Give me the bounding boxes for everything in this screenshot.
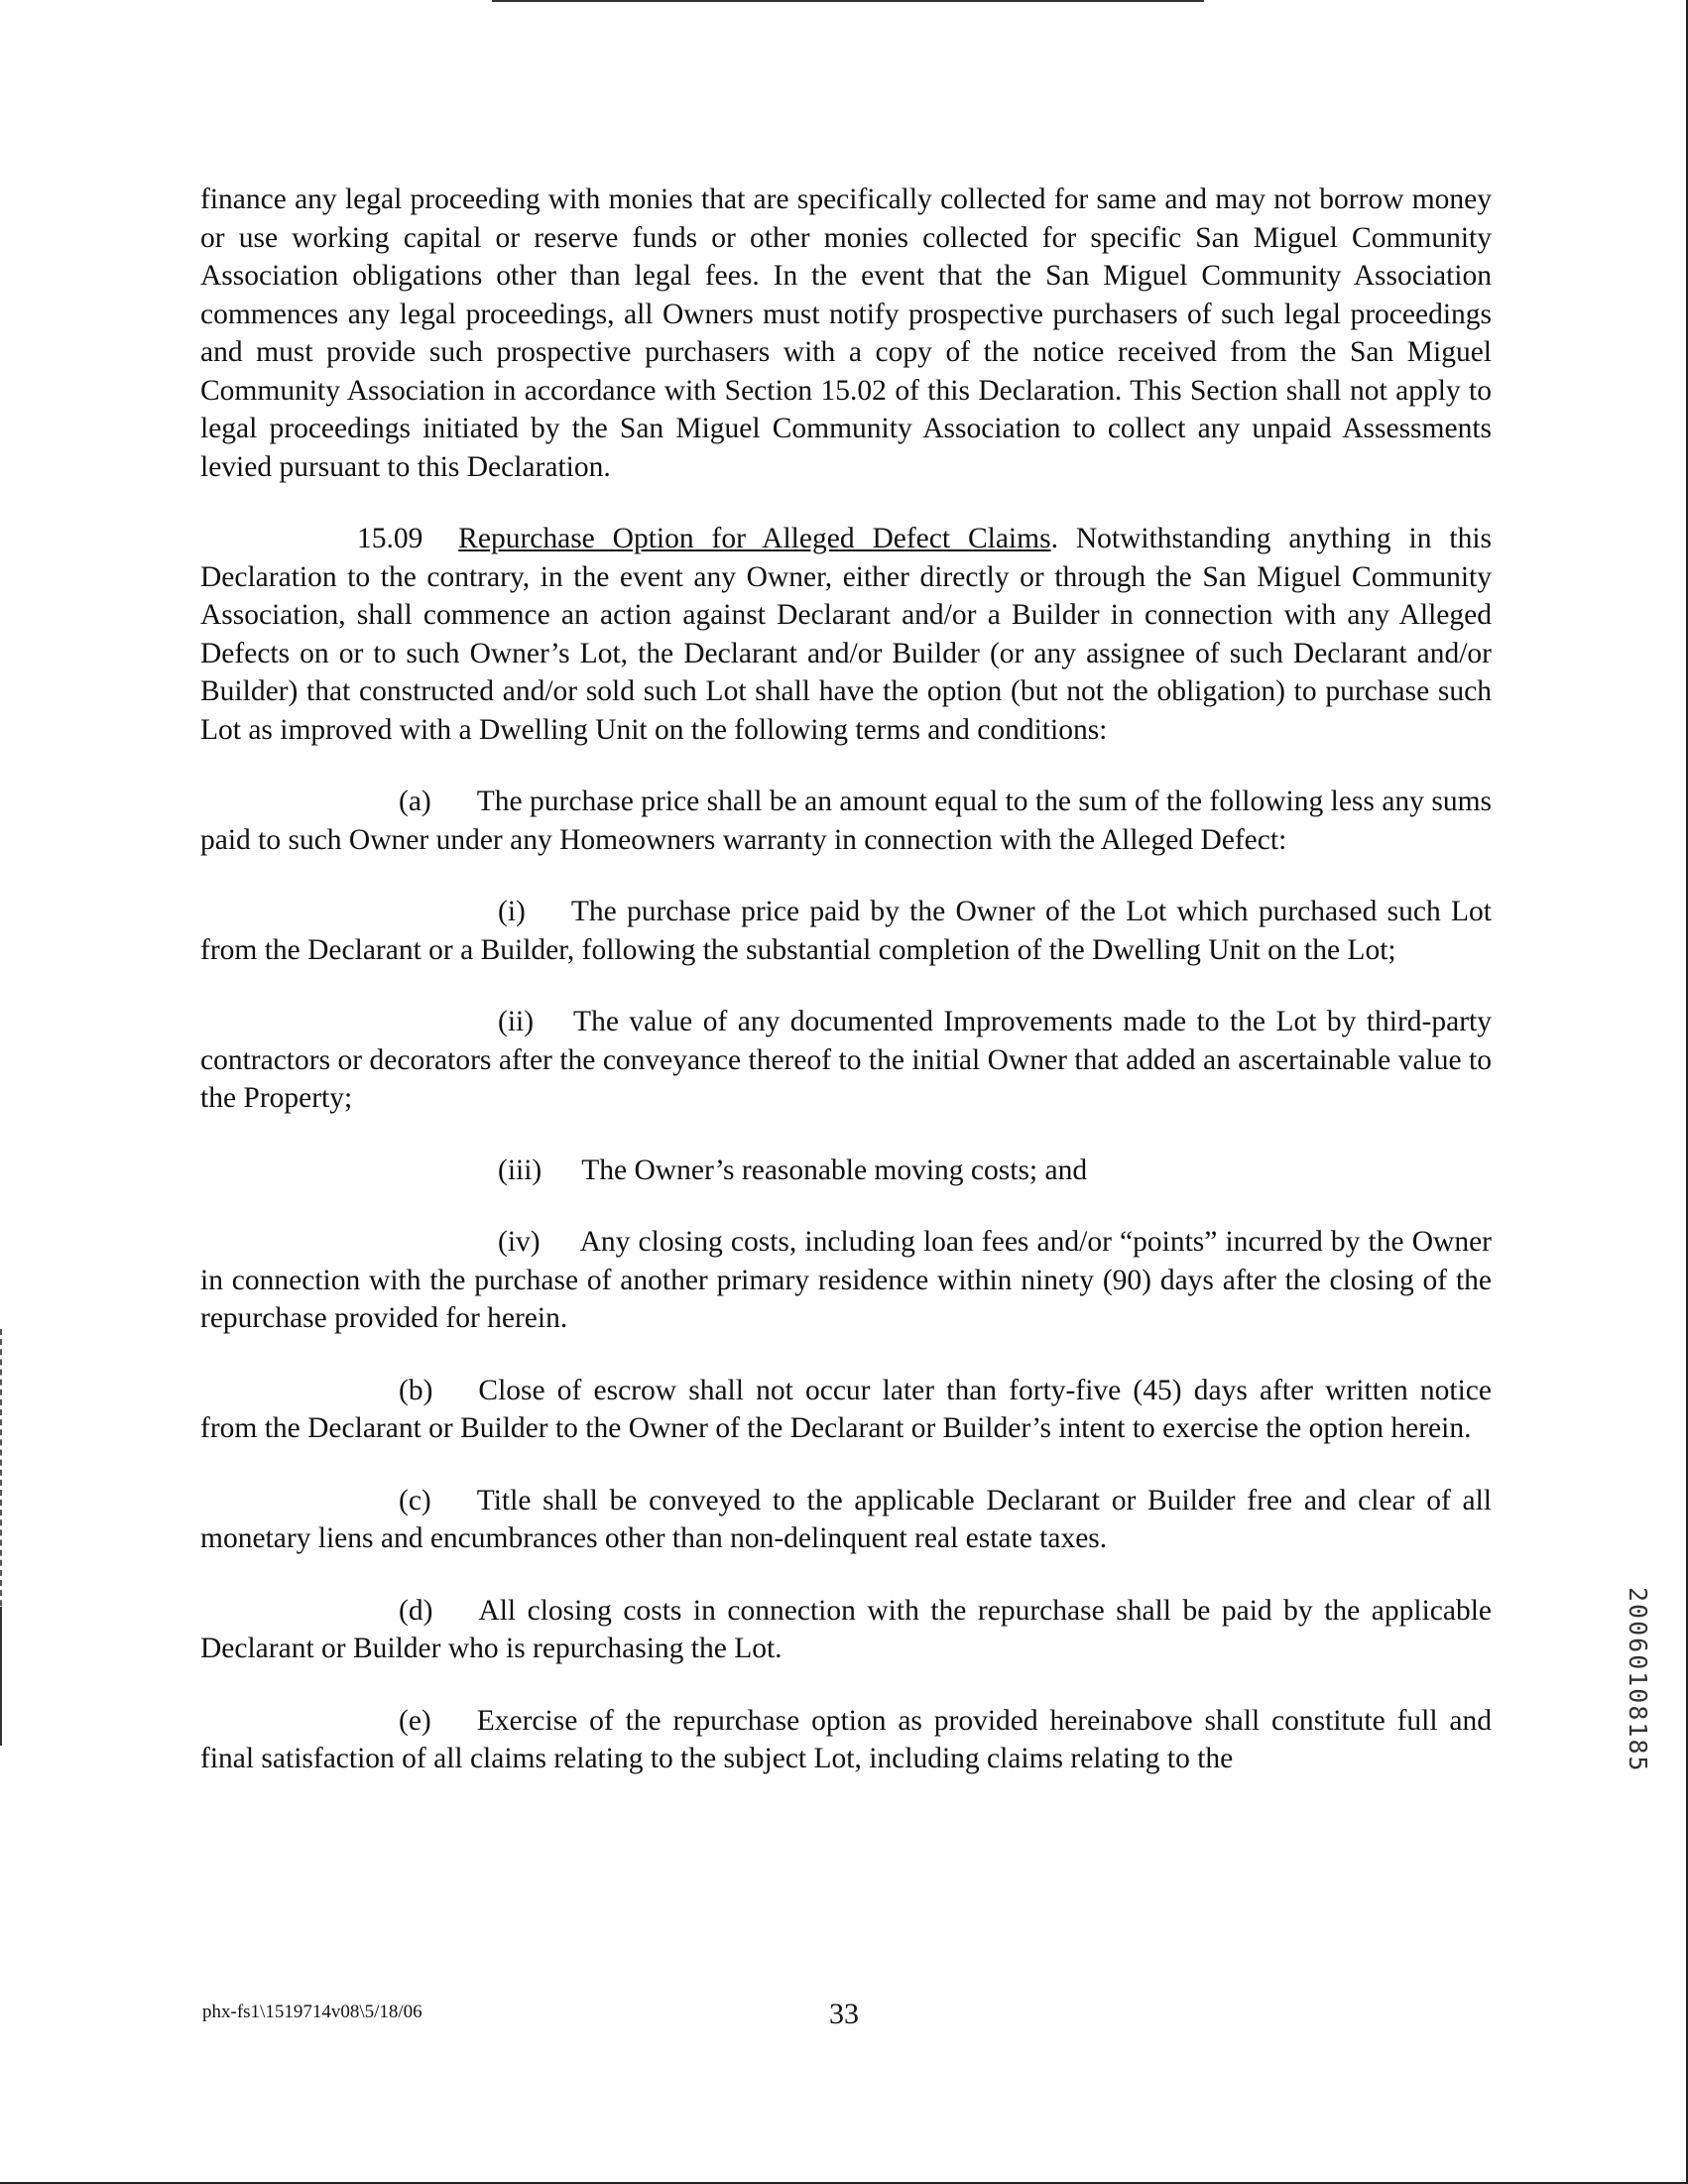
- item-iii: [200, 1152, 1492, 1190]
- item-label: (b): [399, 1374, 433, 1406]
- item-label: (iv): [498, 1226, 541, 1258]
- item-text: All closing costs in connection with the repurchase shall be paid by the applicable Declarant or Builder who is repurchasing the Lot.: [200, 1594, 1492, 1664]
- item-e: [200, 1702, 1492, 1778]
- item-iv: [200, 1223, 1492, 1338]
- item-text: Any closing costs, including loan fees and/or “points” incurred by the Owner in connection with the purchase of another primary residence within ninety (90) days after the closing of the repurchase provided for herein.: [200, 1226, 1492, 1334]
- item-ii: [200, 1003, 1492, 1118]
- item-label: (iii): [498, 1153, 543, 1186]
- item-label: (ii): [498, 1006, 535, 1037]
- section-body: . Notwithstanding anything in this Declaration to the contrary, in the event any Owner, either directly or through the San Miguel Community Association, shall commence an action against Declarant and/or a Builder in connection with any Alleged Defects on or to such Owner’s Lot, the Declarant and/or Builder (or any assignee of such Declarant and/or Builder) that constructed and/or sold such Lot shall have the option (but not the obligation) to purchase such Lot as improved with a Dwelling Unit on the following terms and conditions:: [200, 523, 1492, 746]
- section-number: 15.09: [357, 523, 423, 554]
- scan-edge-line: [0, 1607, 2, 1746]
- document-body: [200, 181, 1492, 1778]
- intro-paragraph: finance any legal proceeding with monies that are specifically collected for same and may not borrow money or use working capital or reserve funds or other monies collected for specific San Miguel Community Association obligations other than legal fees. In the event that the San Miguel Community Association commences any legal proceedings, all Owners must notify prospective purchasers of such legal proceedings and must provide such prospective purchasers with a copy of the notice received from the San Miguel Community Association in accordance with Section 15.02 of this Declaration. This Section shall not apply to legal proceedings initiated by the San Miguel Community Association to collect any unpaid Assessments levied pursuant to this Declaration.: [200, 183, 1492, 483]
- item-text: Exercise of the repurchase option as provided hereinabove shall constitute full and final satisfaction of all claims relating to the subject Lot, including claims relating to the: [200, 1704, 1492, 1774]
- item-text: The purchase price paid by the Owner of the Lot which purchased such Lot from the Declarant or a Builder, following the substantial completion of the Dwelling Unit on the Lot;: [200, 896, 1492, 966]
- page-number: 33: [829, 1998, 859, 2030]
- item-label: (c): [399, 1484, 431, 1517]
- footer-document-id: phx-fs1\1519714v08\5/18/06: [202, 2002, 422, 2022]
- item-label: (d): [399, 1594, 433, 1627]
- top-rule: [492, 0, 1204, 2]
- item-i: [200, 893, 1492, 969]
- recording-number-stamp: 20060108185: [1624, 1587, 1652, 1773]
- item-d: [200, 1592, 1492, 1668]
- item-label: (i): [498, 896, 526, 927]
- item-text: Close of escrow shall not occur later than forty-five (45) days after written notice from the Declarant or Builder to the Owner of the Declarant or Builder’s intent to exercise the option herein.: [200, 1374, 1492, 1444]
- item-label: (a): [399, 786, 431, 817]
- item-label: (e): [399, 1704, 431, 1737]
- item-text: The value of any documented Improvements made to the Lot by third-party contractors or decorators after the conveyance thereof to the initial Owner that added an ascertainable value to the Property;: [200, 1006, 1492, 1114]
- item-a: [200, 783, 1492, 859]
- item-c: [200, 1482, 1492, 1558]
- section-15-09: [200, 520, 1492, 749]
- item-text: The purchase price shall be an amount equal to the sum of the following less any sums paid to such Owner under any Homeowners warranty in connection with the Alleged Defect:: [200, 786, 1492, 856]
- section-heading: Repurchase Option for Alleged Defect Claims: [458, 523, 1051, 554]
- item-b: [200, 1372, 1492, 1448]
- item-text: The Owner’s reasonable moving costs; and: [581, 1153, 1088, 1186]
- item-text: Title shall be conveyed to the applicable Declarant or Builder free and clear of all monetary liens and encumbrances other than non-delinquent real estate taxes.: [200, 1484, 1492, 1554]
